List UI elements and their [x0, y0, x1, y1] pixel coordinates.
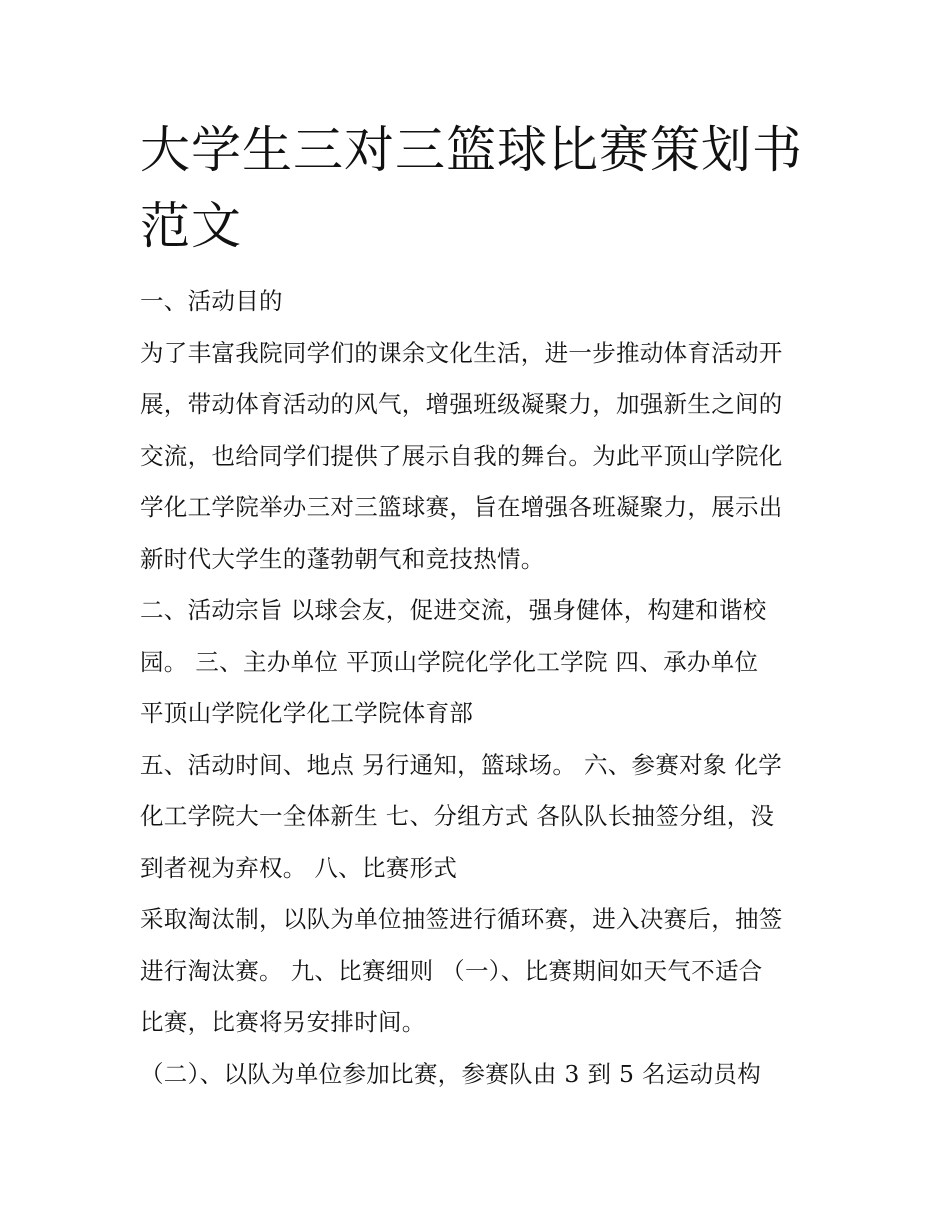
body-line: 学化工学院举办三对三篮球赛，旨在增强各班凝聚力，展示出: [140, 493, 783, 521]
body-line: 交流，也给同学们提供了展示自我的舞台。为此平顶山学院化: [140, 441, 783, 470]
section-heading-purpose: 一、活动目的: [140, 287, 283, 315]
body-line: 采取淘汰制，以队为单位抽签进行循环赛，进入决赛后，抽签: [140, 905, 783, 933]
document-body: [140, 276, 820, 1100]
body-line: 到者视为弃权。 八、比赛形式: [140, 853, 458, 882]
body-line: 为了丰富我院同学们的课余文化生活，进一步推动体育活动开: [140, 338, 783, 367]
body-line: 平顶山学院化学化工学院体育部: [140, 699, 474, 727]
title-line-2: 范文: [140, 197, 242, 255]
document-title: [140, 112, 820, 264]
body-line: 化工学院大一全体新生 七、分组方式 各队队长抽签分组，没: [140, 802, 775, 830]
body-line: （二）、以队为单位参加比赛，参赛队由 3 到 5 名运动员构: [140, 1059, 762, 1088]
body-line: 园。 三、主办单位 平顶山学院化学化工学院 四、承办单位: [140, 647, 759, 676]
body-line: 展，带动体育活动的风气，增强班级凝聚力，加强新生之间的: [140, 390, 783, 418]
body-line: 二、活动宗旨 以球会友，促进交流，强身健体，构建和谐校: [140, 596, 767, 624]
body-line: 比赛，比赛将另安排时间。: [140, 1008, 426, 1036]
body-line: 进行淘汰赛。 九、比赛细则 （一）、比赛期间如天气不适合: [140, 956, 763, 985]
body-line: 新时代大学生的蓬勃朝气和竞技热情。: [140, 544, 545, 573]
body-line: 五、活动时间、地点 另行通知，篮球场。 六、参赛对象 化学: [140, 750, 783, 779]
title-line-1: 大学生三对三篮球比赛策划书: [140, 121, 803, 179]
